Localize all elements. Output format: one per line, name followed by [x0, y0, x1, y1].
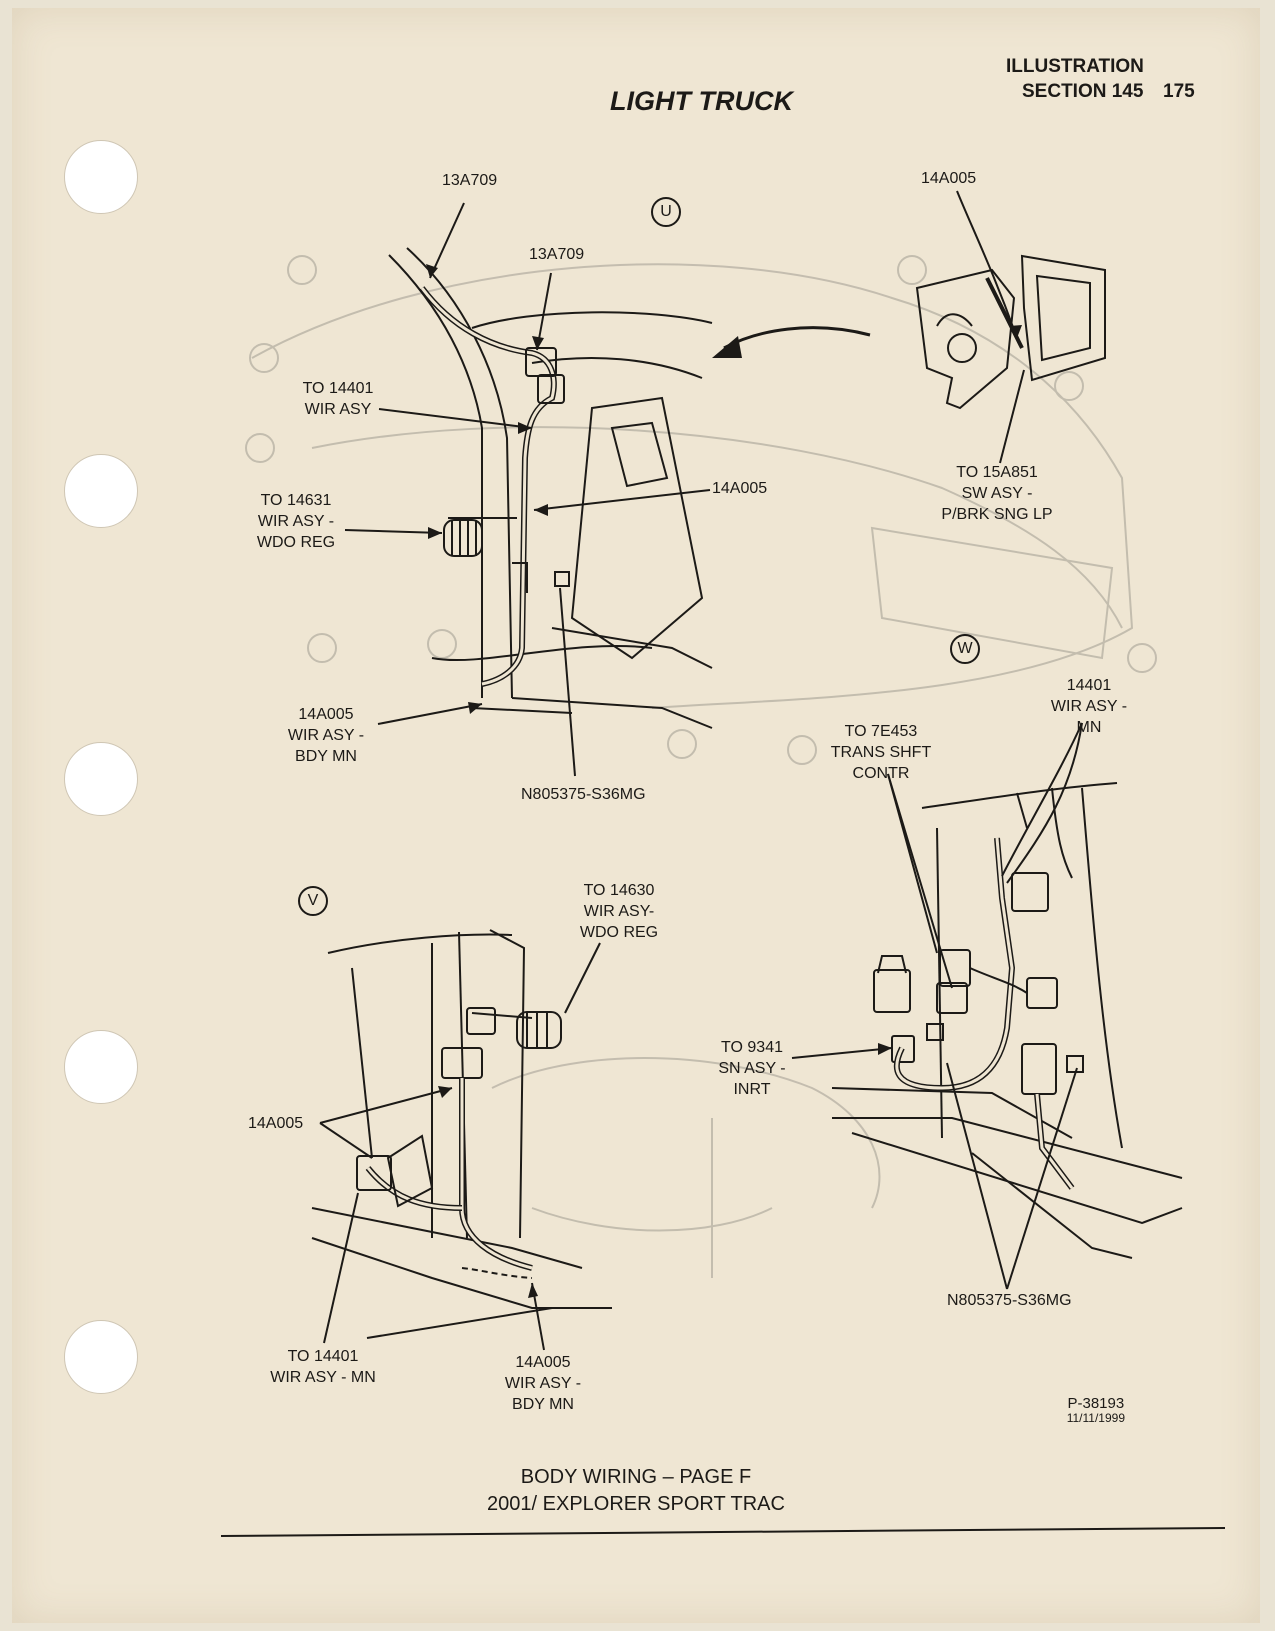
callout-14a005: 14A005 — [712, 480, 768, 497]
inset-u-drawing — [917, 256, 1105, 408]
callout-14a005-bdy-mn: 14A005 WIR ASY - BDY MN — [287, 706, 365, 765]
view-u-drawing — [389, 248, 712, 728]
pointer-arrowhead — [712, 336, 742, 358]
footer-line-1: BODY WIRING – PAGE F — [520, 1466, 752, 1488]
callout-to-14401: TO 14401 WIR ASY — [302, 380, 374, 418]
callout-to-9341: TO 9341 SN ASY - INRT — [718, 1039, 786, 1098]
pointer-arrow — [724, 328, 870, 348]
callout-14401-wir-mn: 14401 WIR ASY - MN — [1050, 677, 1128, 736]
callout-14a005-bdy-mn: 14A005 WIR ASY - BDY MN — [504, 1354, 582, 1413]
page-title: LIGHT TRUCK — [610, 86, 793, 116]
view-v-drawing — [312, 930, 612, 1338]
page-number: 175 — [1163, 81, 1195, 102]
callout-13a709: 13A709 — [529, 246, 585, 263]
header-section: SECTION 145 — [1022, 81, 1144, 102]
callout-14a005: 14A005 — [248, 1115, 304, 1132]
callout-to-7e453: TO 7E453 TRANS SHFT CONTR — [830, 723, 932, 782]
header-illustration: ILLUSTRATION — [1006, 56, 1144, 77]
leader-lines — [320, 191, 1082, 1350]
manual-page — [12, 8, 1260, 1623]
view-marker-v: V — [298, 886, 328, 916]
callout-bolt: N805375-S36MG — [521, 786, 646, 803]
callout-to-14630: TO 14630 WIR ASY- WDO REG — [579, 882, 659, 941]
callout-13a709: 13A709 — [442, 172, 498, 189]
callout-to-14631: TO 14631 WIR ASY - WDO REG — [256, 492, 336, 551]
callout-bolt: N805375-S36MG — [947, 1292, 1072, 1309]
wiring-illustration — [12, 8, 1260, 1623]
footer-line-2: 2001/ EXPLORER SPORT TRAC — [487, 1493, 785, 1515]
callout-to-14401-mn: TO 14401 WIR ASY - MN — [270, 1348, 376, 1386]
callout-14a005-inset: 14A005 — [921, 170, 977, 187]
view-marker-w: W — [950, 634, 980, 664]
footer-rule — [221, 1528, 1225, 1536]
view-w-drawing — [832, 783, 1182, 1258]
view-marker-u: U — [651, 197, 681, 227]
callout-to-15a851: TO 15A851 SW ASY - P/BRK SNG LP — [941, 464, 1053, 523]
illustration-reference: P-38193 11/11/1999 — [1066, 1395, 1125, 1425]
